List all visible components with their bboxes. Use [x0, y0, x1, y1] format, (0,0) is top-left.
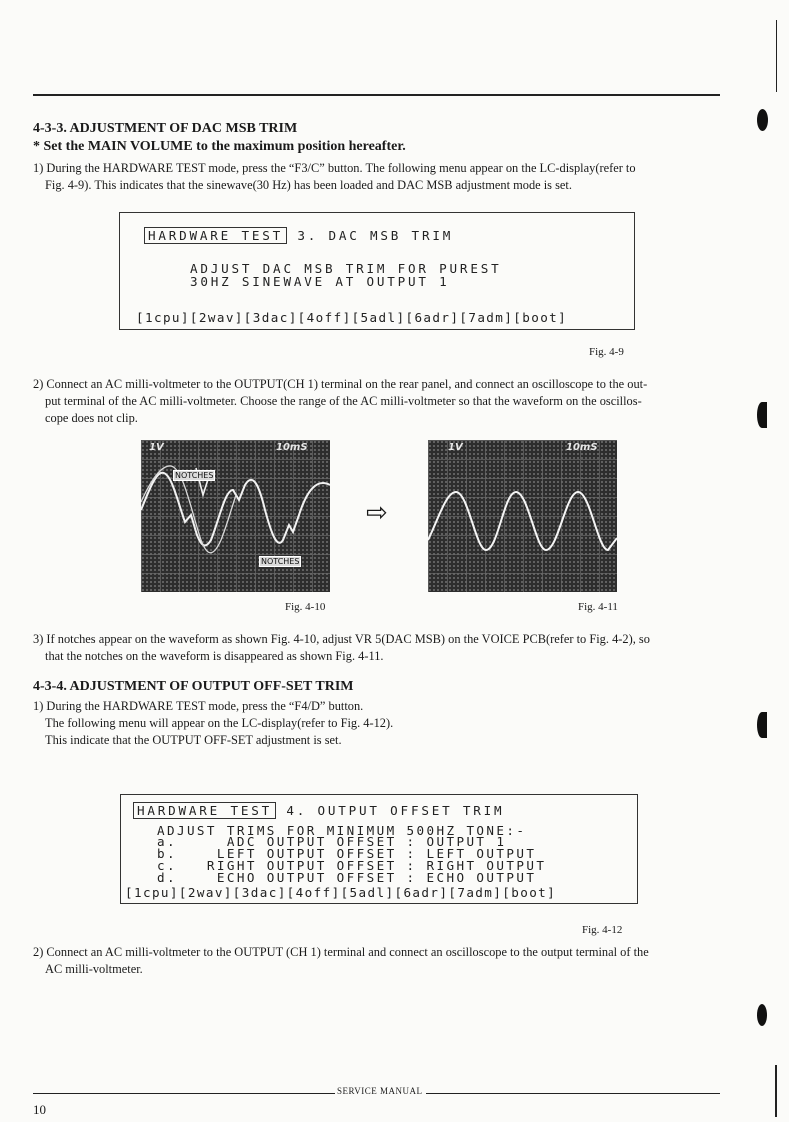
volts-per-division-label: 1V: [149, 442, 164, 453]
step-paragraph: [33, 376, 723, 427]
text-line: AC milli-voltmeter.: [45, 962, 143, 976]
section-heading: 4-3-3. ADJUSTMENT OF DAC MSB TRIM: [33, 121, 298, 136]
lcd-line: 30HZ SINEWAVE AT OUTPUT 1: [190, 274, 450, 289]
figure-caption: Fig. 4-10: [285, 601, 326, 613]
oscilloscope-clean-waveform: [428, 440, 617, 592]
text-line: put terminal of the AC milli-voltmeter. Choose the range of the AC milli-voltmeter so that the waveform on the oscillos-: [45, 394, 642, 408]
lcd-menu: [1cpu][2wav][3dac][4off][5adl][6adr][7adm][boot]: [136, 310, 568, 325]
arrow-icon: ⇨: [366, 498, 388, 528]
lcd-header: [133, 803, 504, 818]
punch-hole-mark: [757, 1004, 767, 1026]
step-paragraph: [33, 160, 723, 194]
text-line: 1) During the HARDWARE TEST mode, press the “F4/D” button.: [33, 699, 364, 713]
time-per-division-label: 10mS: [566, 442, 598, 453]
text-line: 3) If notches appear on the waveform as shown Fig. 4-10, adjust VR 5(DAC MSB) on the VOICE PCB(refer to Fig. 4-2), so: [33, 632, 650, 646]
edge-mark: [776, 20, 777, 92]
text-line: that the notches on the waveform is disappeared as shown Fig. 4-11.: [45, 649, 384, 663]
step-paragraph: [33, 631, 723, 665]
figure-caption: Fig. 4-11: [578, 601, 618, 613]
lcd-display-dac-msb: [119, 212, 635, 330]
time-per-division-label: 10mS: [276, 442, 308, 453]
notches-label: NOTCHES: [261, 557, 300, 566]
text-line: The following menu will appear on the LC-display(refer to Fig. 4-12).: [45, 716, 394, 730]
text-line: 2) Connect an AC milli-voltmeter to the OUTPUT(CH 1) terminal on the rear panel, and connect an oscilloscope to the out-: [33, 377, 648, 391]
punch-hole-mark: [757, 109, 768, 131]
footer-label: SERVICE MANUAL: [337, 1086, 423, 1096]
footer-rule-right: [426, 1093, 720, 1094]
lcd-title-box: HARDWARE TEST: [133, 802, 276, 819]
lcd-menu: [1cpu][2wav][3dac][4off][5adl][6adr][7adm][boot]: [125, 885, 557, 900]
step-paragraph: [33, 944, 723, 978]
punch-hole-mark: [757, 402, 767, 428]
top-rule: [33, 94, 720, 96]
lcd-line: b. LEFT OUTPUT OFFSET : LEFT OUTPUT: [157, 846, 537, 861]
text-line: cope does not clip.: [45, 411, 138, 425]
lcd-display-output-offset: [120, 794, 638, 904]
lcd-line: c. RIGHT OUTPUT OFFSET : RIGHT OUTPUT: [157, 858, 547, 873]
page-number: 10: [33, 1102, 46, 1117]
lcd-line: a. ADC OUTPUT OFFSET : OUTPUT 1: [157, 834, 507, 849]
lcd-mode: 3. DAC MSB TRIM: [297, 228, 454, 243]
text-line: This indicate that the OUTPUT OFF-SET adjustment is set.: [45, 733, 342, 747]
lcd-line: d. ECHO OUTPUT OFFSET : ECHO OUTPUT: [157, 870, 537, 885]
figure-caption: Fig. 4-9: [589, 346, 624, 358]
figure-caption: Fig. 4-12: [582, 924, 623, 936]
text-line: 2) Connect an AC milli-voltmeter to the OUTPUT (CH 1) terminal and connect an oscilloscope to the output terminal of the: [33, 945, 649, 959]
section-heading: 4-3-4. ADJUSTMENT OF OUTPUT OFF-SET TRIM: [33, 679, 354, 694]
text-line: 1) During the HARDWARE TEST mode, press the “F3/C” button. The following menu appear on the LC-display(refer to: [33, 161, 636, 175]
lcd-mode: 4. OUTPUT OFFSET TRIM: [286, 803, 505, 818]
waveform-with-notches: [141, 440, 330, 592]
notches-label: NOTCHES: [175, 471, 214, 480]
text-line: Fig. 4-9). This indicates that the sinewave(30 Hz) has been loaded and DAC MSB adjustment mode is set.: [45, 178, 572, 192]
lcd-title-box: HARDWARE TEST: [144, 227, 287, 244]
clean-sinewave: [428, 440, 617, 592]
lcd-line: ADJUST DAC MSB TRIM FOR PUREST: [190, 261, 502, 276]
oscilloscope-notched-waveform: [141, 440, 330, 592]
edge-mark: [775, 1065, 777, 1117]
lcd-line: ADJUST TRIMS FOR MINIMUM 500HZ TONE:-: [157, 823, 527, 838]
punch-hole-mark: [757, 712, 767, 738]
lcd-header: [144, 228, 453, 243]
footer-rule-left: [33, 1093, 335, 1094]
volts-per-division-label: 1V: [448, 442, 463, 453]
volume-note: * Set the MAIN VOLUME to the maximum position hereafter.: [33, 139, 406, 154]
step-paragraph: [33, 698, 723, 749]
